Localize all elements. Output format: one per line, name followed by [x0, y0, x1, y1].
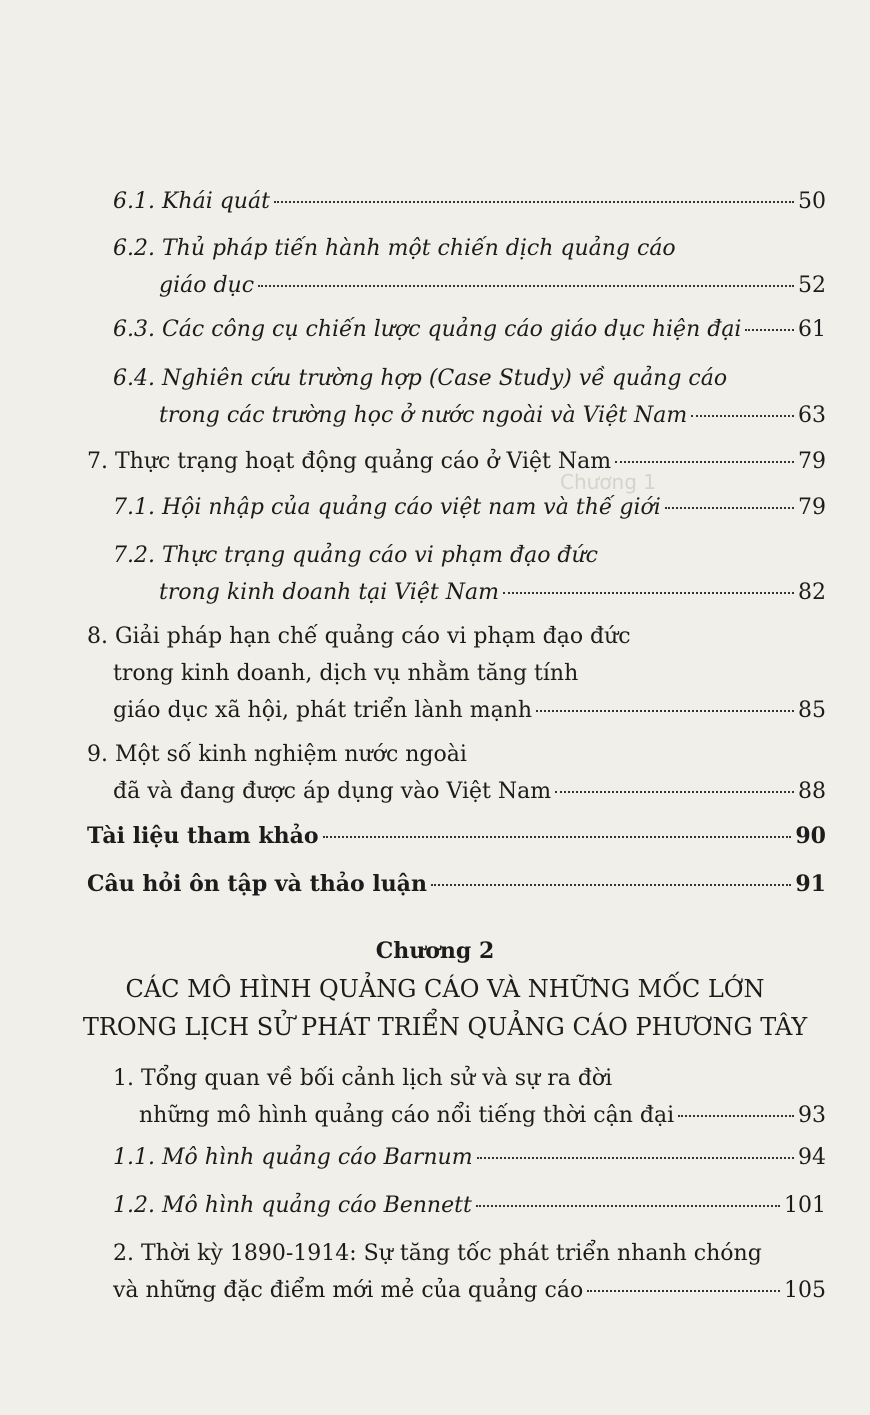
chapter-title-line-1: CÁC MÔ HÌNH QUẢNG CÁO VÀ NHỮNG MỐC LỚN	[125, 975, 765, 1003]
dot-leader	[745, 329, 794, 331]
page-number: 88	[798, 779, 826, 804]
dot-leader	[691, 415, 794, 417]
toc-entry-title-cont: những mô hình quảng cáo nổi tiếng thời cận đại	[139, 1103, 675, 1128]
toc-entry-title-cont: giáo dục	[159, 273, 255, 298]
dot-leader	[536, 710, 794, 712]
dot-leader	[431, 884, 791, 886]
toc-entry-title: 6.2. Thủ pháp tiến hành một chiến dịch quảng cáo	[113, 236, 676, 261]
toc-entry-7-2[interactable]	[113, 537, 826, 611]
page-number: 91	[795, 871, 826, 897]
toc-entry-references[interactable]	[87, 818, 826, 855]
toc-entry-review-questions[interactable]	[87, 866, 826, 903]
toc-entry-title: 6.4. Nghiên cứu trường hợp (Case Study) về quảng cáo	[113, 366, 728, 391]
toc-entry-title-cont: trong các trường học ở nước ngoài và Việt Nam	[159, 403, 688, 428]
toc-entry-title: Câu hỏi ôn tập và thảo luận	[87, 871, 427, 897]
toc-entry-title-cont: trong kinh doanh tại Việt Nam	[159, 580, 499, 605]
toc-entry-title: 6.1. Khái quát	[113, 189, 270, 214]
toc-entry-title: 1.1. Mô hình quảng cáo Barnum	[113, 1145, 473, 1170]
toc-entry-ch2-1-2[interactable]	[113, 1187, 826, 1224]
dot-leader	[555, 791, 794, 793]
page-number: 101	[784, 1193, 826, 1218]
page-number: 79	[798, 495, 826, 520]
toc-entry-6-3[interactable]	[113, 311, 826, 348]
dot-leader	[678, 1115, 794, 1117]
dot-leader	[274, 201, 794, 203]
toc-entry-9[interactable]	[87, 736, 826, 810]
toc-entry-title: 2. Thời kỳ 1890-1914: Sự tăng tốc phát triển nhanh chóng	[113, 1241, 762, 1266]
toc-entry-title: 8. Giải pháp hạn chế quảng cáo vi phạm đạo đức	[87, 624, 631, 649]
page-number: 61	[798, 317, 826, 342]
toc-entry-title-cont: và những đặc điểm mới mẻ của quảng cáo	[113, 1278, 584, 1303]
toc-entry-title: 1. Tổng quan về bối cảnh lịch sử và sự ra đời	[113, 1066, 613, 1091]
toc-entry-ch2-1-1[interactable]	[113, 1139, 826, 1176]
toc-entry-title: 1.2. Mô hình quảng cáo Bennett	[113, 1193, 472, 1218]
toc-entry-title: 7.1. Hội nhập của quảng cáo việt nam và thế giới	[113, 495, 661, 520]
toc-entry-7[interactable]	[87, 443, 826, 480]
toc-entry-title-cont: đã và đang được áp dụng vào Việt Nam	[113, 779, 552, 804]
dot-leader	[476, 1205, 780, 1207]
chapter-title-line-2: TRONG LỊCH SỬ PHÁT TRIỂN QUẢNG CÁO PHƯƠNG TÂY	[82, 1013, 808, 1041]
chapter-number: Chương 2	[375, 938, 495, 964]
chapter-title	[60, 970, 830, 1046]
dot-leader	[323, 836, 792, 838]
toc-entry-6-4[interactable]	[113, 360, 826, 434]
page-number: 63	[798, 403, 826, 428]
toc-entry-title-cont: trong kinh doanh, dịch vụ nhằm tăng tính	[113, 661, 579, 686]
toc-entry-ch2-1[interactable]	[113, 1060, 826, 1134]
page-number: 93	[798, 1103, 826, 1128]
page-number: 50	[798, 189, 826, 214]
dot-leader	[615, 461, 794, 463]
bleed-through-text: Chương 1	[560, 470, 657, 494]
page-number: 94	[798, 1145, 826, 1170]
page-number: 90	[795, 823, 826, 849]
toc-entry-6-1[interactable]	[113, 183, 826, 220]
toc-entry-7-1[interactable]	[113, 489, 826, 526]
page-number: 105	[784, 1278, 826, 1303]
toc-entry-title: Tài liệu tham khảo	[87, 823, 319, 849]
dot-leader	[477, 1157, 794, 1159]
toc-entry-title: 9. Một số kinh nghiệm nước ngoài	[87, 742, 467, 767]
page-number: 82	[798, 580, 826, 605]
page-number: 52	[798, 273, 826, 298]
toc-entry-title: 7. Thực trạng hoạt động quảng cáo ở Việt Nam	[87, 449, 612, 474]
dot-leader	[258, 285, 794, 287]
toc-entry-ch2-2[interactable]	[113, 1235, 826, 1309]
dot-leader	[587, 1290, 780, 1292]
dot-leader	[503, 592, 794, 594]
toc-entry-title: 6.3. Các công cụ chiến lược quảng cáo giáo dục hiện đại	[113, 317, 742, 342]
toc-entry-title: 7.2. Thực trạng quảng cáo vi phạm đạo đức	[113, 543, 598, 568]
dot-leader	[665, 507, 794, 509]
toc-entry-8[interactable]	[87, 618, 826, 729]
toc-entry-title-cont: giáo dục xã hội, phát triển lành mạnh	[113, 698, 533, 723]
toc-entry-6-2[interactable]	[113, 230, 826, 304]
page-number: 85	[798, 698, 826, 723]
page-number: 79	[798, 449, 826, 474]
